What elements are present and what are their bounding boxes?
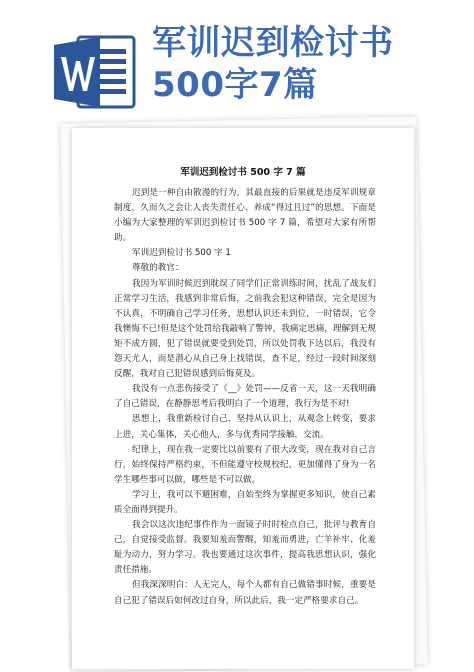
banner-title: 军训迟到检讨书500字7篇	[152, 23, 394, 105]
document-title: 军训迟到检讨书 500 字 7 篇	[180, 167, 306, 178]
paragraph: 迟到是一种自由散漫的行为，其最直接的后果就是违反军训规章制度，久而久之会让人丧失责任心、养成“得过且过”的思想。下面是小编为大家整理的军训迟到检讨书 500 字 7 篇，希望对大家有所帮助。	[114, 188, 376, 244]
paragraph: 我会以这次违纪事件作为一面镜子时时检点自己，批评与教育自己，自觉接受监督。我要知羞而警醒，知羞而勇进，亡羊补牢、化羞耻为动力，努力学习。我也要通过这次事件，提高我思想认识，强化责任措施。	[114, 520, 376, 576]
paragraph: 我没有一点悲伤接受了《__》处罚——反省一天，这一天我明确了自己错误，在静静思考后我明白了一个道理，我行为是不对!	[114, 384, 376, 410]
banner	[0, 0, 474, 130]
paragraph: 但我深深明白：人无完人，每个人都有自己做错事时候，重要是自己犯了错误后如何改过自身，所以此后，我一定严格要求自己。	[114, 580, 376, 606]
document-page	[72, 128, 414, 669]
paragraph: 军训迟到检讨书 500 字 1	[132, 248, 231, 259]
word-document-icon	[52, 33, 140, 111]
paragraph: 尊敬的教官：	[132, 263, 184, 274]
document-body	[114, 186, 376, 609]
paragraph: 思想上，我重新检讨自己，坚持从认识上，从观念上转变，要求上进，关心集体，关心他人，多与优秀同学接触，交流。	[114, 414, 376, 440]
paragraph: 我因为军训时候迟到耽误了同学们正常训练时间，扰乱了战友们正常学习生活，我感到非常后悔，之前我会犯这种错误，完全是因为不认真，不明确自己学习任务，思想认识还未到位，一时错误，它令我懊悔不已!但是这个处罚给我敲响了警钟，我痛定思痛，理解到无规矩不成方圆，犯了错误就要受到处罚，所以处罚我下达以后，我没有怨天尤人，而是潜心从自己身上找错误，查不足，经过一段时间深刻反醒，我对自己犯错误感到后悔莫及。	[114, 278, 376, 380]
paragraph: 学习上，我可以不避困难，自始至终为掌握更多知识，使自己素质全面得到提升。	[114, 489, 376, 515]
paragraph: 纪律上，现在我一定要比以前要有了很大改变，现在我对自己言行，始终保持严格约束，不但能遵守校规校纪，更加懂得了身为一名学生哪些事可以做，哪些是不可以做。	[114, 444, 376, 485]
